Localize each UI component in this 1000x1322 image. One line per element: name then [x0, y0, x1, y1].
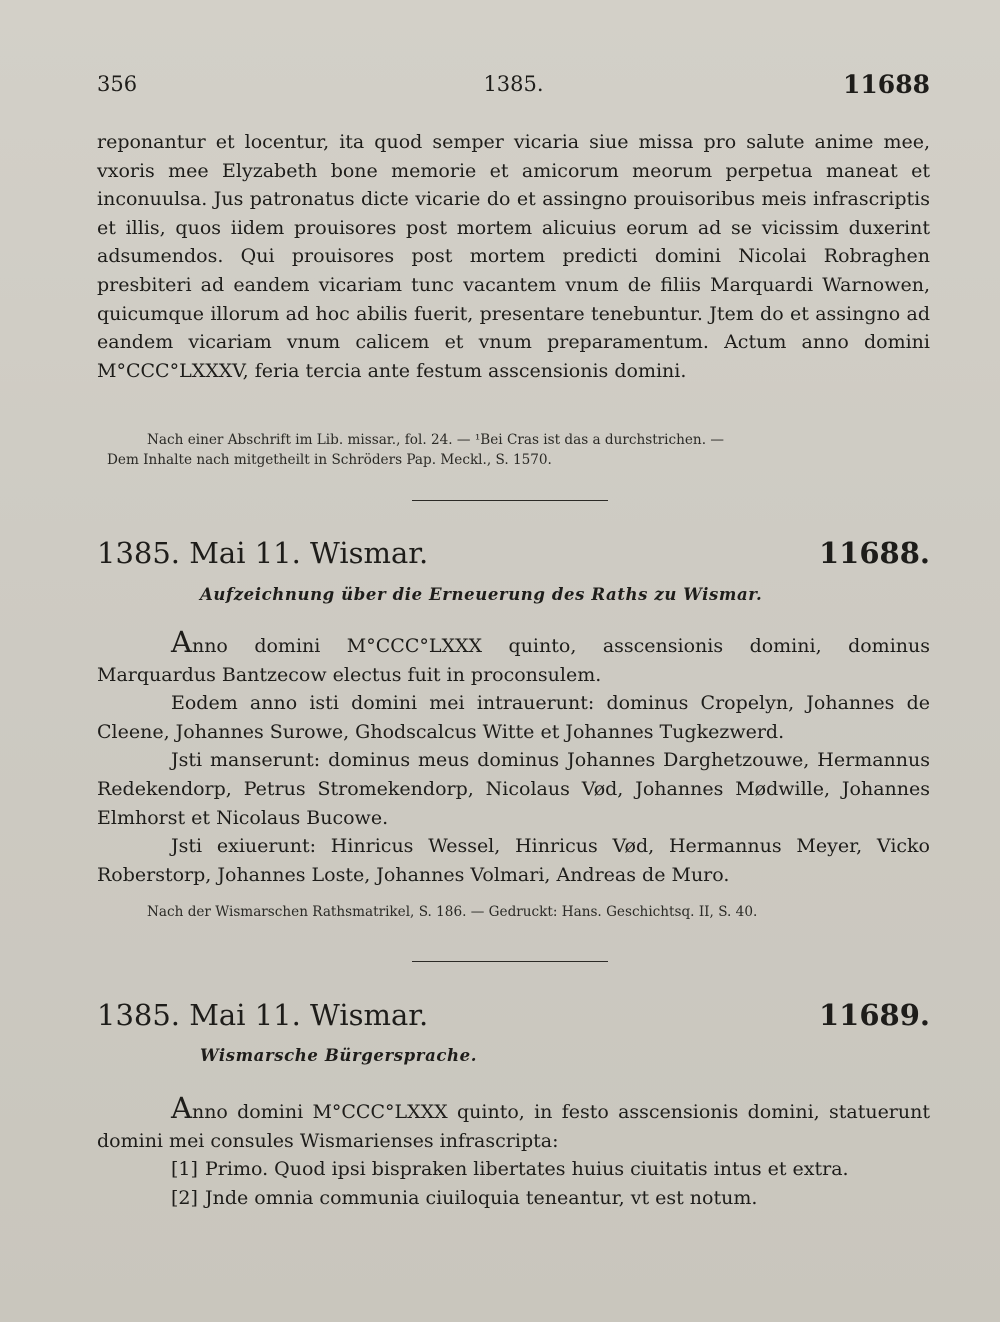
list-item [171, 1155, 930, 1184]
doc-11689-date-place: 1385. Mai 11. Wismar. [97, 998, 429, 1032]
paragraph-text: nno domini M°CCC°LXXX quinto, in festo asscensionis domini, statuerunt domini mei consules Wismarienses infrascripta: [97, 1101, 930, 1152]
doc-11689-number: 11689. [819, 998, 930, 1032]
list-item [171, 1184, 930, 1213]
doc-11688-subtitle: Aufzeichnung über die Erneuerung des Raths zu Wismar. [200, 585, 763, 604]
page-number: 356 [97, 72, 138, 96]
doc-11688-paragraph-2: Eodem anno isti domini mei intrauerunt: dominus Cropelyn, Johannes de Cleene, Johannes Surowe, Ghodscalcus Witte et Johannes Tugkezwerd. [97, 692, 930, 743]
doc-11689-body [97, 1091, 930, 1212]
doc-11689-heading [97, 998, 930, 1034]
prev-doc-text [97, 128, 930, 385]
drop-cap: A [171, 1091, 192, 1125]
item-text: Jnde omnia communia ciuiloquia teneantur, vt est notum. [205, 1186, 758, 1209]
doc-11688-paragraph-4: Jsti exiuerunt: Hinricus Wessel, Hinricus Vød, Hermannus Meyer, Vicko Roberstorp, Johannes Loste, Johannes Volmari, Andreas de Muro. [97, 835, 930, 886]
doc-11688-note: Nach der Wismarschen Rathsmatrikel, S. 186. — Gedruckt: Hans. Geschichtsq. II, S. 40. [147, 904, 758, 920]
item-number: [1] [171, 1158, 198, 1181]
prev-doc-footnote [97, 430, 930, 470]
footnote-line-1: Nach einer Abschrift im Lib. missar., fol. 24. — ¹Bei Cras ist das a durchstrichen. — [147, 432, 724, 448]
footnote-line-2: Dem Inhalte nach mitgetheilt in Schröders Pap. Meckl., S. 1570. [107, 452, 552, 468]
running-doc-number: 11688 [843, 70, 930, 99]
doc-11688-heading [97, 536, 930, 572]
doc-11688-paragraph-3: Jsti manserunt: dominus meus dominus Johannes Darghetzouwe, Hermannus Redekendorp, Petrus Stromekendorp, Nicolaus Vød, Johannes Mødwille, Johannes Elmhorst et Nicolaus Bucowe. [97, 749, 930, 829]
doc-11689-items [97, 1155, 930, 1212]
doc-11688-number: 11688. [819, 536, 930, 570]
doc-11688-date-place: 1385. Mai 11. Wismar. [97, 536, 429, 570]
doc-11688-paragraph-1 [97, 625, 930, 689]
running-head [97, 72, 930, 104]
prev-doc-paragraph: reponantur et locentur, ita quod semper vicaria siue missa pro salute anime mee, vxoris mee Elyzabeth bone memorie et amicorum meorum perpetua maneat et inconuulsa. Jus patronatus dicte vicarie do et assingno prouisoribus meis infrascriptis et illis, quos iidem prouisores post mortem alicuius eorum ad se vicissim duxerint adsumendos. Qui prouisores post mortem predicti domini Nicolai Robraghen presbiteri ad eandem vicariam tunc vacantem vnum de filiis Marquardi Warnowen, quicumque illorum ad hoc abilis fuerit, presentare tenebuntur. Jtem do et assingno ad eandem vicariam vnum calicem et vnum preparamentum. Actum anno domini M°CCC°LXXXV, feria tercia ante festum asscensionis domini. [97, 131, 930, 382]
doc-11689-paragraph-1 [97, 1091, 930, 1155]
separator-rule [412, 500, 608, 501]
running-year: 1385. [483, 72, 544, 96]
doc-11689-subtitle: Wismarsche Bürgersprache. [200, 1046, 478, 1065]
item-number: [2] [171, 1186, 198, 1209]
separator-rule [412, 961, 608, 962]
drop-cap: A [171, 625, 192, 659]
doc-11688-body [97, 625, 930, 889]
doc-11688-footnote [97, 902, 930, 922]
item-text: Primo. Quod ipsi bispraken libertates huius ciuitatis intus et extra. [205, 1158, 849, 1181]
paragraph-text: nno domini M°CCC°LXXX quinto, asscensionis domini, dominus Marquardus Bantzecow electus fuit in proconsulem. [97, 635, 930, 686]
